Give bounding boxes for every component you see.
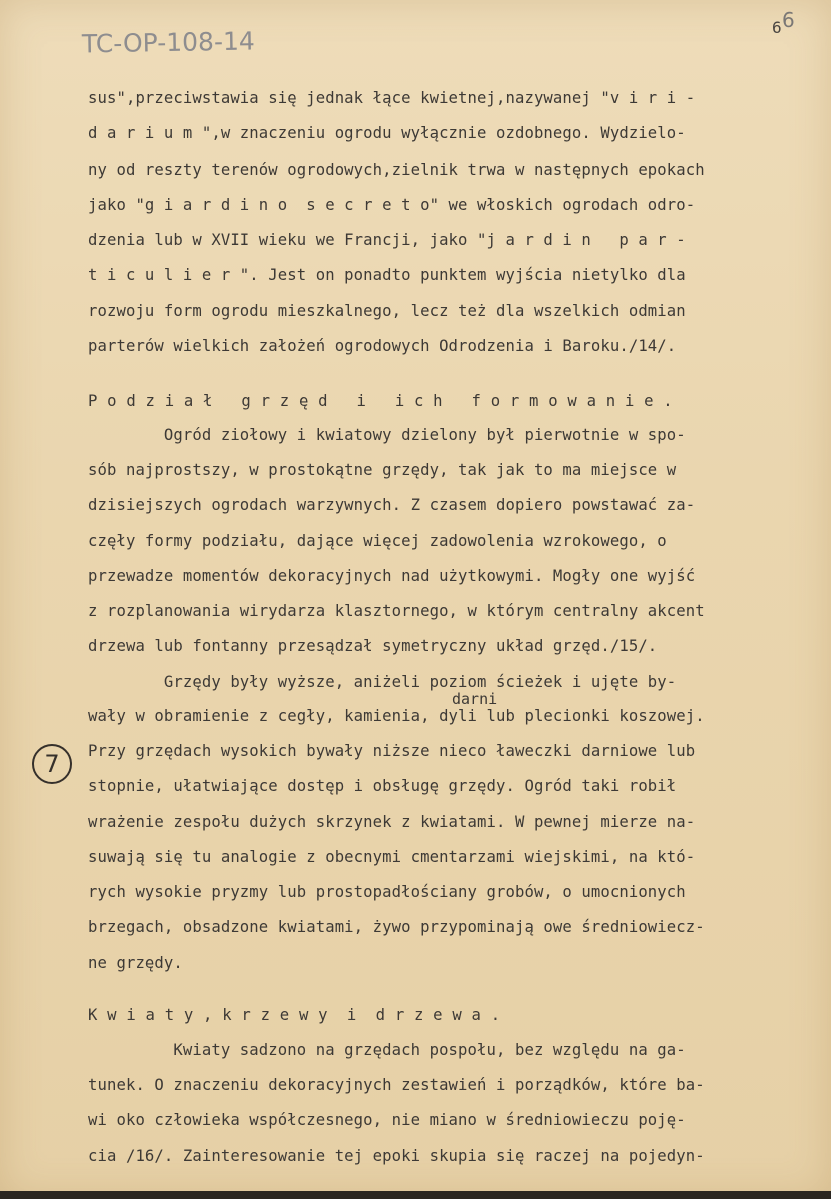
section-heading: P o d z i a ł g r z ę d i i c h f o r m o w a n i e . [88, 392, 673, 410]
text-line: rych wysokie pryzmy lub prostopadłościany grobów, o umocnionych [88, 883, 686, 901]
interlinear-insert: darni [452, 690, 498, 708]
text-line: brzegach, obsadzone kwiatami, żywo przypominają owe średniowiecz- [88, 918, 705, 936]
text-line: Przy grzędach wysokich bywały niższe nieco ławeczki darniowe lub [88, 742, 696, 760]
text-line: Ogród ziołowy i kwiatowy dzielony był pierwotnie w spo- [88, 426, 686, 444]
text-line: Kwiaty sadzono na grzędach pospołu, bez względu na ga- [88, 1041, 686, 1059]
text-line: ny od reszty terenów ogrodowych,zielnik trwa w następnych epokach [88, 161, 705, 179]
section-heading: K w i a t y , k r z e w y i d r z e w a . [88, 1006, 501, 1024]
text-line: dzenia lub w XVII wieku we Francji, jako "j a r d i n p a r - [88, 231, 686, 249]
text-line: stopnie, ułatwiające dostęp i obsługę grzędy. Ogród taki robił [88, 777, 677, 795]
text-line: tunek. O znaczeniu dekoracyjnych zestawień i porządków, które ba- [88, 1076, 705, 1094]
text-line: przewadze momentów dekoracyjnych nad użytkowymi. Mogły one wyjść [88, 567, 696, 585]
page-number [772, 8, 795, 37]
scan-bottom-edge [0, 1191, 831, 1199]
text-line: wi oko człowieka współczesnego, nie miano w średniowieczu poję- [88, 1111, 686, 1129]
text-line: suwają się tu analogie z obecnymi cmentarzami wiejskimi, na któ- [88, 848, 696, 866]
text-line: parterów wielkich założeń ogrodowych Odrodzenia i Baroku./14/. [88, 337, 677, 355]
text-line: cia /16/. Zainteresowanie tej epoki skupia się raczej na pojedyn- [88, 1147, 705, 1165]
text-line: jako "g i a r d i n o s e c r e t o" we włoskich ogrodach odro- [88, 196, 696, 214]
archive-signature: TC-OP-108-14 [81, 26, 256, 59]
text-line: częły formy podziału, dające więcej zadowolenia wzrokowego, o [88, 532, 667, 550]
text-line: sób najprostszy, w prostokątne grzędy, tak jak to ma miejsce w [88, 461, 677, 479]
page-number-handwritten: 6 [782, 8, 795, 32]
text-line: wały w obramienie z cegły, kamienia, dyli lub plecionki koszowej. [88, 707, 705, 725]
text-line: drzewa lub fontanny przesądzał symetryczny układ grzęd./15/. [88, 637, 658, 655]
margin-circled-number: 7 [32, 744, 72, 784]
text-line: wrażenie zespołu dużych skrzynek z kwiatami. W pewnej mierze na- [88, 813, 696, 831]
text-line: t i c u l i e r ". Jest on ponadto punktem wyjścia nietylko dla [88, 266, 686, 284]
text-line: rozwoju form ogrodu mieszkalnego, lecz też dla wszelkich odmian [88, 302, 686, 320]
text-line: sus",przeciwstawia się jednak łące kwietnej,nazywanej "v i r i - [88, 89, 696, 107]
text-line: dzisiejszych ogrodach warzywnych. Z czasem dopiero powstawać za- [88, 496, 696, 514]
page-number-typed: 6 [772, 18, 782, 37]
text-line: ne grzędy. [88, 954, 183, 972]
text-line: d a r i u m ",w znaczeniu ogrodu wyłącznie ozdobnego. Wydzielo- [88, 124, 686, 142]
text-line: Grzędy były wyższe, aniżeli poziom ścieżek i ujęte by- [88, 673, 677, 691]
text-line: z rozplanowania wirydarza klasztornego, w którym centralny akcent [88, 602, 705, 620]
